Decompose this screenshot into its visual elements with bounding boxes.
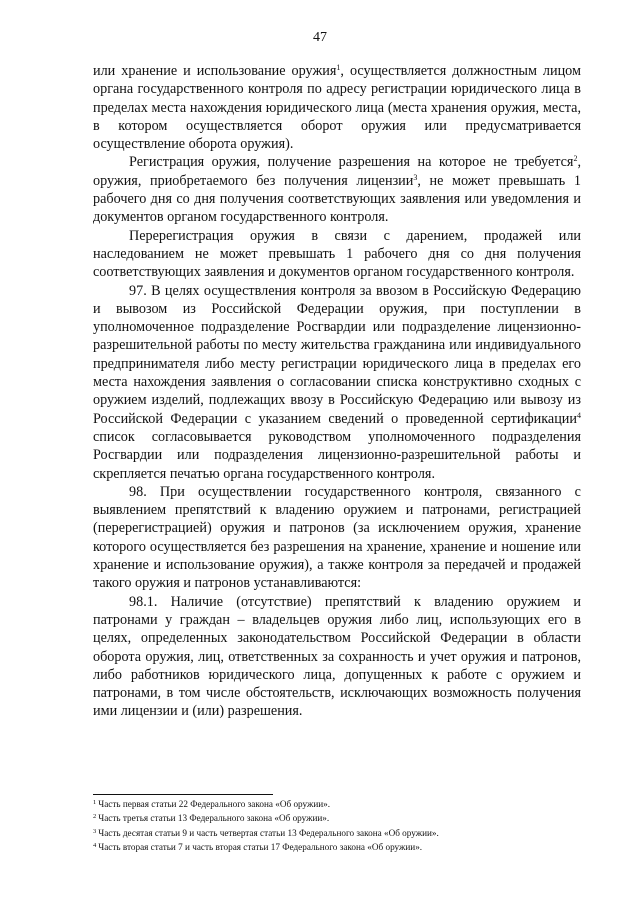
paragraph-text: , оружия, приобретаемого без получения лицензии [93, 154, 581, 189]
footnote [93, 811, 581, 825]
document-body [93, 62, 581, 721]
paragraph-text: Регистрация оружия, получение разрешения на которое не требуется [129, 154, 574, 171]
footnotes [93, 797, 581, 855]
paragraph-text: Перерегистрация оружия в связи с дарением, продажей или наследованием не может превышать 1 рабочего дня со дня получения соответствующих заявления и документов органом государственного контроля. [93, 227, 581, 281]
footnote-text: Часть первая статьи 22 Федерального закона «Об оружии». [98, 799, 331, 809]
footnote [93, 840, 581, 854]
paragraph-text: 98. При осуществлении государственного контроля, связанного с выявлением препятствий к владению оружием и патронами, регистрацией (перерегистрацией) оружия и патронов (за исключением оружия, хранение которого осуществляется без разрешения на хранение, хранение и ношение или хранение и использование оружия), а также контроля за передачей и продажей такого оружия и патронов устанавливаются: [93, 483, 581, 592]
paragraph [93, 483, 581, 593]
footnote-mark: 3 [93, 827, 97, 835]
paragraph-text: , не может превышать 1 рабочего дня со дня получения соответствующих заявления или уведомления и документов органом государственного контроля. [93, 172, 581, 226]
footnote-text: Часть десятая статьи 9 и часть четвертая статьи 13 Федерального закона «Об оружии». [98, 827, 439, 838]
paragraph [93, 282, 581, 483]
paragraph [93, 62, 581, 153]
footnote-mark: 1 [93, 799, 97, 806]
footnote-text: Часть вторая статьи 7 и часть вторая статьи 17 Федерального закона «Об оружии». [98, 842, 423, 853]
paragraph-text: список согласовывается руководством уполномоченного подразделения Росгвардии или подразделения лицензионно-разрешительной работы и скрепляется печатью органа государственного контроля. [93, 428, 581, 482]
paragraph-text: , осуществляется должностным лицом органа государственного контроля по адресу регистрации юридического лица в пределах места нахождения юридического лица (места хранения оружия, места, в котором осуществляется оборот оружия или предусматривается осуществление оборота оружия). [93, 63, 581, 153]
footnote [93, 826, 581, 840]
paragraph [93, 593, 581, 721]
footnote-text: Часть третья статьи 13 Федерального закона «Об оружии». [98, 813, 330, 824]
paragraph [93, 227, 581, 282]
footnote-mark: 2 [93, 813, 97, 821]
paragraph-text: или хранение и использование оружия [93, 63, 337, 79]
footnote-reference: 4 [577, 410, 581, 420]
footnote-reference: 1 [336, 63, 341, 72]
paragraph [93, 153, 581, 226]
paragraph-text: 97. В целях осуществления контроля за ввозом в Российскую Федерацию и вывозом из Российской Федерации оружия, при поступлении в уполномоченное подразделение Росгвардии или подразделение лицензионно-разрешительной работы по месту жительства гражданина или индивидуального предпринимателя либо месту регистрации юридического лица в пределах его места нахождения заявления о согласовании списка конструктивно сходных с оружием изделий, подлежащих ввозу в Российскую Федерацию или вывозу из Российской Федерации с указанием сведений о проведенной сертификации [93, 282, 581, 427]
footnote [93, 797, 581, 811]
page-number: 47 [313, 30, 327, 45]
footnote-reference: 2 [573, 154, 578, 164]
footnote-mark: 4 [93, 842, 97, 850]
paragraph-text: 98.1. Наличие (отсутствие) препятствий к владению оружием и патронами у граждан – владельцев оружия либо лиц, использующих его в целях, определенных законодательством Российской Федерации в области оборота оружия, лиц, ответственных за сохранность и учет оружия и патронов, либо работников юридического лица, допущенных к работе с оружием и патронами, в том числе обстоятельств, исключающих возможность получения ими лицензии и (или) разрешения. [93, 593, 581, 720]
footnote-reference: 3 [413, 172, 418, 182]
footnote-separator [93, 794, 273, 795]
